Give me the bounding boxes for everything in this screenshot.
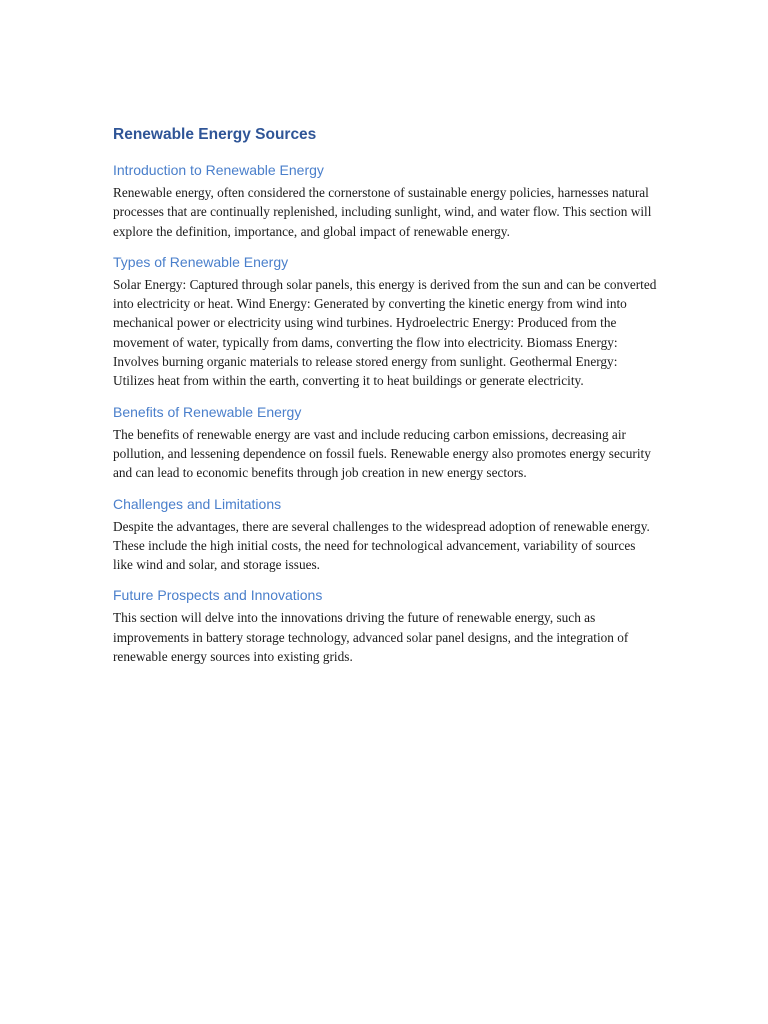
- section-paragraph: Renewable energy, often considered the cornerstone of sustainable energy policies, harnesses natural processes that are continually replenished, including sunlight, wind, and water flow. This section will explore the definition, importance, and global impact of renewable energy.: [113, 185, 652, 239]
- document-page: [113, 124, 658, 677]
- section-future: [113, 585, 658, 666]
- section-heading: Challenges and Limitations: [113, 495, 282, 512]
- section-introduction: [113, 160, 658, 241]
- section-challenges: [113, 494, 658, 575]
- section-heading: Future Prospects and Innovations: [113, 587, 323, 604]
- section-heading: Introduction to Renewable Energy: [113, 162, 324, 178]
- document-title: Renewable Energy Sources: [113, 126, 317, 143]
- section-paragraph: Despite the advantages, there are several challenges to the widespread adoption of renewable energy. These include the high initial costs, the need for technological advancement, variability of sources like wind and solar, and storage issues.: [113, 518, 650, 573]
- section-paragraph: This section will delve into the innovations driving the future of renewable energy, such as improvements in battery storage technology, advanced solar panel designs, and the integration of renewable energy sources into existing grids.: [113, 610, 629, 665]
- section-benefits: [113, 402, 658, 483]
- section-types: [113, 252, 658, 391]
- section-paragraph: The benefits of renewable energy are vast and include reducing carbon emissions, decreasing air pollution, and lessening dependence on fossil fuels. Renewable energy also promotes energy security and can lead to economic benefits through job creation in new energy sectors.: [113, 426, 651, 481]
- section-paragraph: Solar Energy: Captured through solar panels, this energy is derived from the sun and can be converted into electricity or heat. Wind Energy: Generated by converting the kinetic energy from wind into mechanical power or electricity using wind turbines. Hydroelectric Energy: Produced from the movement of water, typically from dams, converting the flow into electricity. Biomass Energy: Involves burning organic materials to release stored energy from sunlight. Geothermal Energy: Utilizes heat from within the earth, converting it to heat buildings or generate electricity.: [113, 276, 657, 389]
- section-heading: Types of Renewable Energy: [113, 253, 289, 270]
- section-heading: Benefits of Renewable Energy: [113, 403, 302, 420]
